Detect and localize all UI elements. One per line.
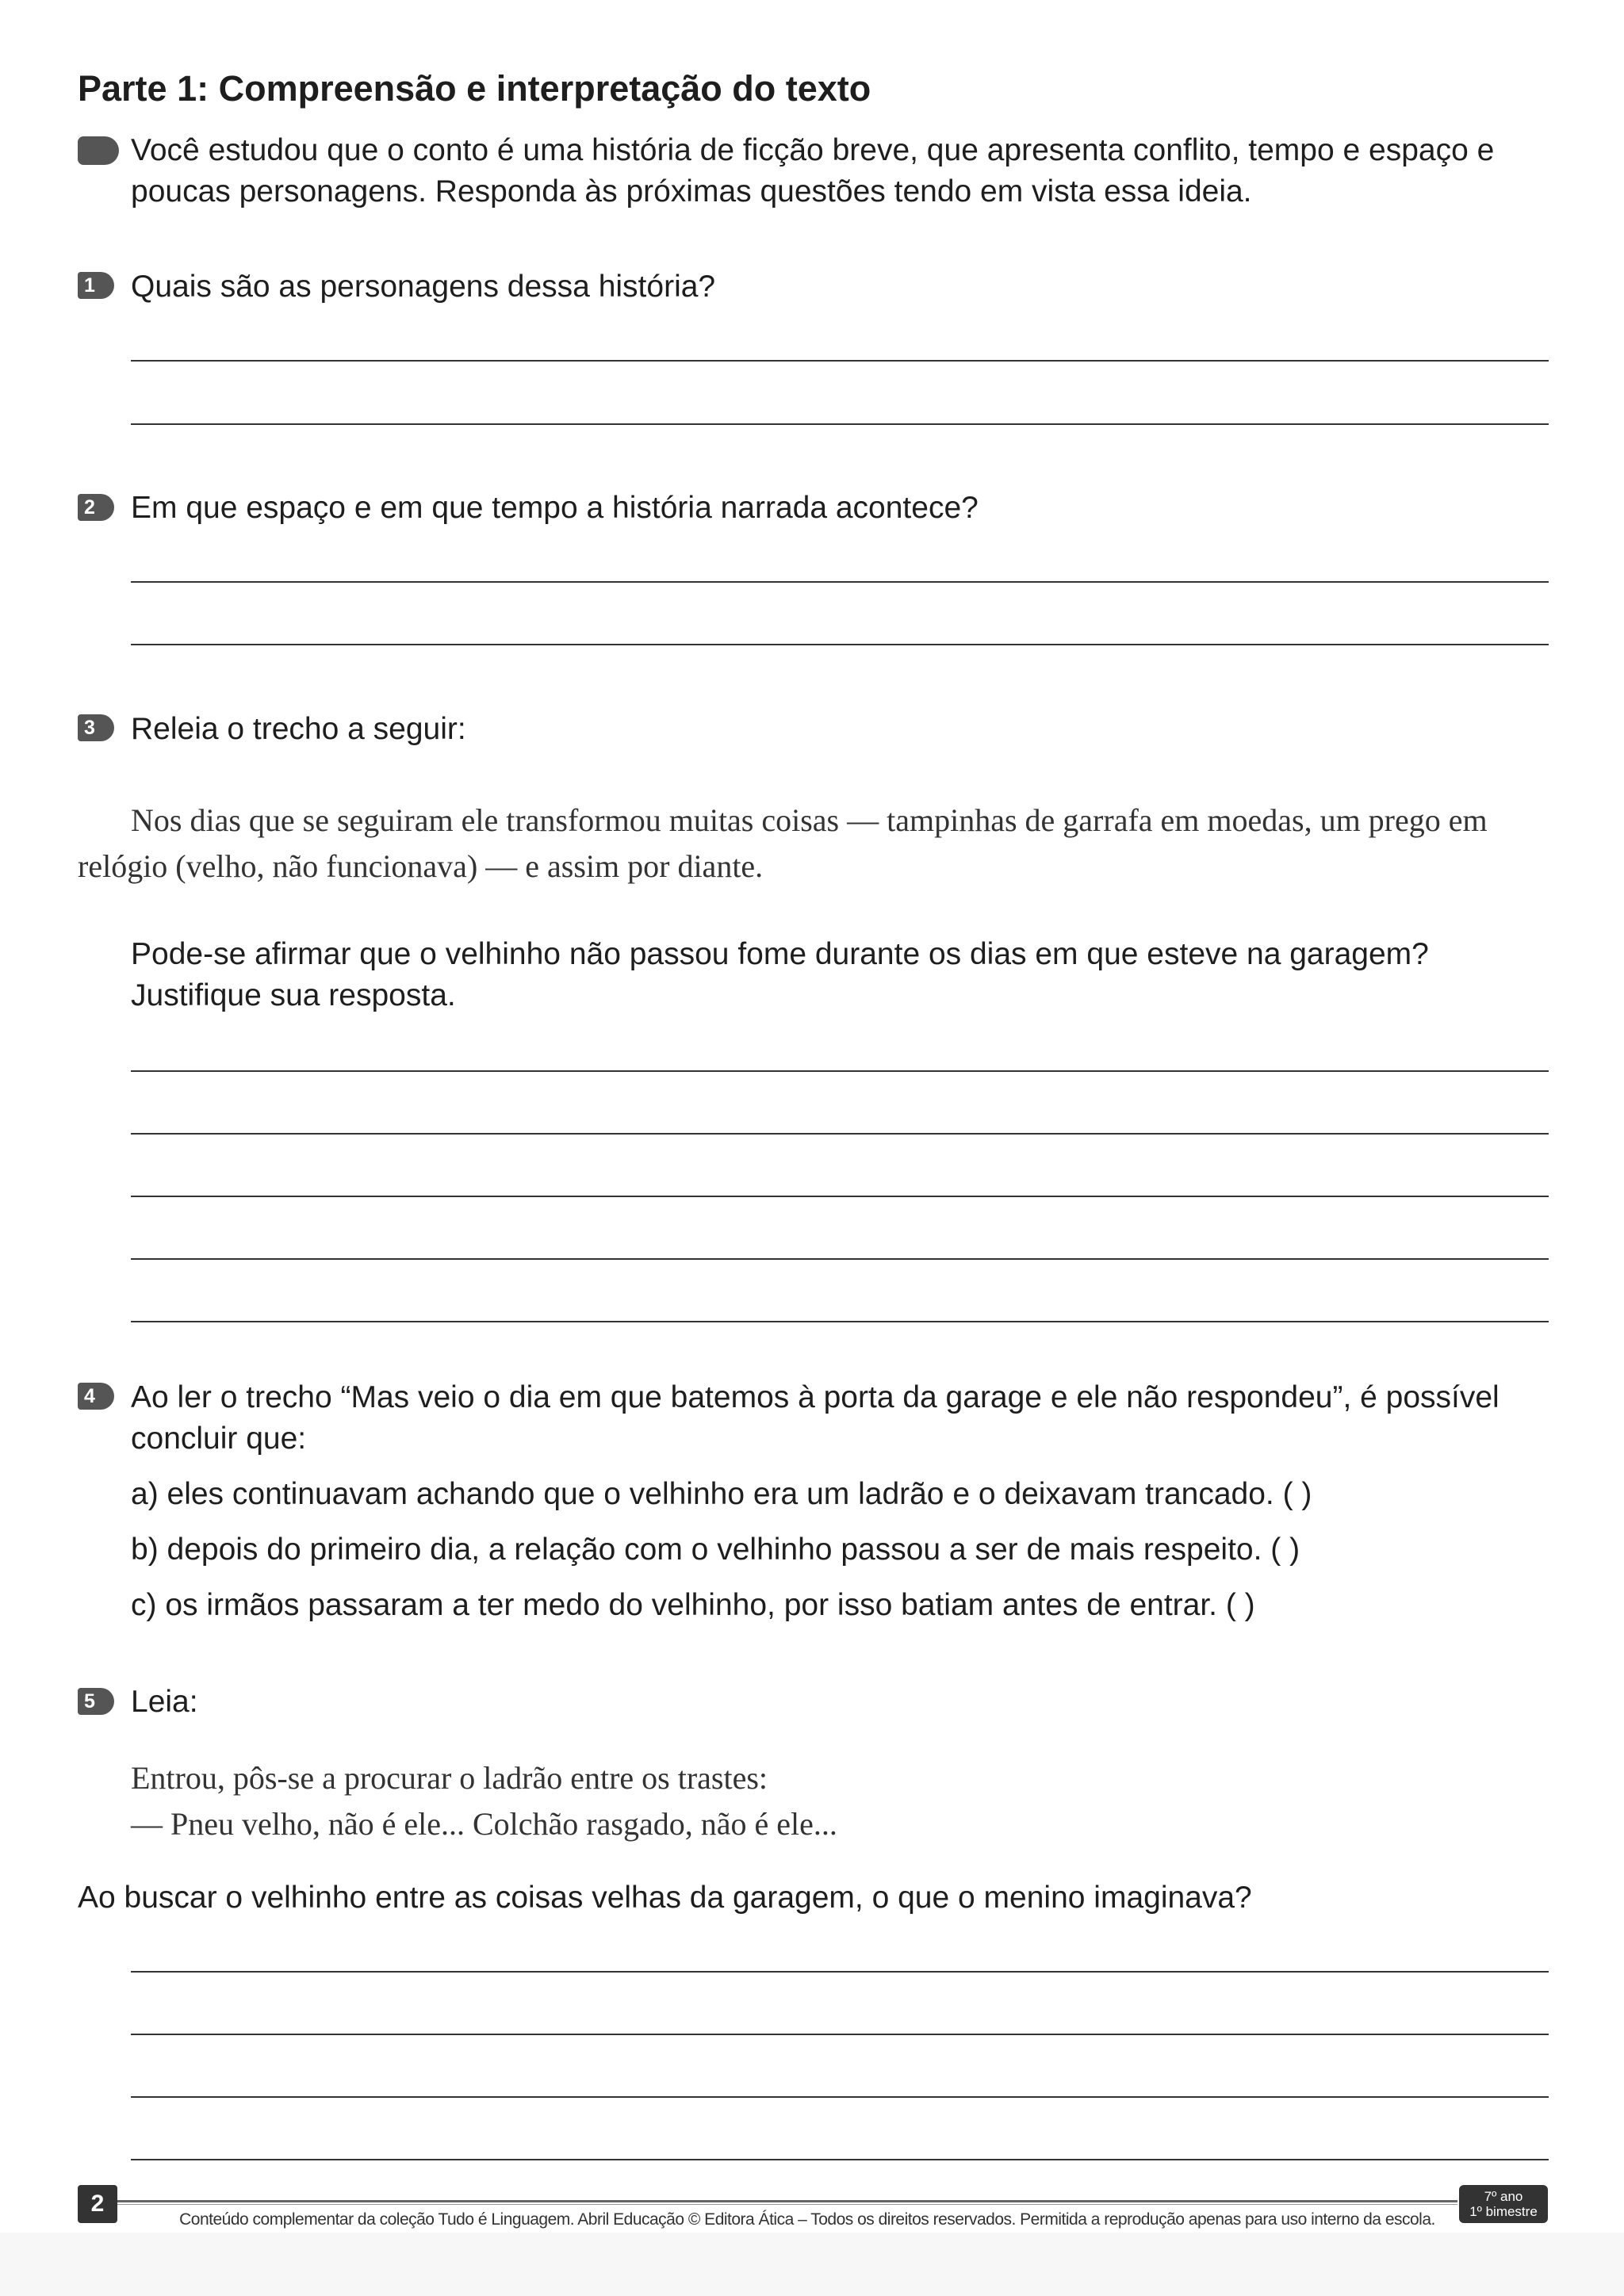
- footer-copyright: Conteúdo complementar da coleção Tudo é Linguagem. Abril Educação © Editora Ática – Todos os direitos reservados. Permitida a reprodução apenas para uso interno da escola.: [179, 2210, 1435, 2229]
- question-3-quote: Nos dias que se seguiram ele transformou muitas coisas — tampinhas de garrafa em moedas, um prego em relógio (velho, não funcionava) — e assim por diante.: [78, 802, 1488, 884]
- question-5-number: 5: [78, 1688, 114, 1715]
- answer-line-5b[interactable]: [131, 2034, 1549, 2035]
- footer-divider: [117, 2200, 1457, 2205]
- answer-line-5d[interactable]: [131, 2159, 1549, 2160]
- quote-line-1: Entrou, pôs-se a procurar o ladrão entre os trastes:: [131, 1760, 768, 1796]
- page-title: Parte 1: Compreensão e interpretação do texto: [78, 68, 871, 109]
- question-4-number: 4: [78, 1383, 114, 1410]
- quote-line-2: — Pneu velho, não é ele... Colchão rasgado, não é ele...: [131, 1806, 837, 1842]
- grade-label: 7º ano: [1484, 2189, 1523, 2204]
- question-1-number: 1: [78, 272, 114, 299]
- answer-line-5a[interactable]: [131, 1971, 1549, 1973]
- answer-line-3c[interactable]: [131, 1196, 1549, 1197]
- question-1-text: Quais são as personagens dessa história?: [131, 270, 716, 304]
- answer-line-3a[interactable]: [131, 1070, 1549, 1072]
- question-5-quote: [131, 1755, 1550, 1847]
- question-5-text: Leia:: [131, 1685, 198, 1719]
- question-4-text: Ao ler o trecho “Mas veio o dia em que batemos à porta da garage e ele não respondeu”, é possível concluir que:: [131, 1380, 1500, 1456]
- answer-line-3d[interactable]: [131, 1258, 1549, 1260]
- option-c[interactable]: c) os irmãos passaram a ter medo do velhinho, por isso batiam antes de entrar. ( ): [131, 1588, 1255, 1622]
- footer-background: [0, 2233, 1624, 2296]
- grade-badge: [1459, 2185, 1548, 2223]
- question-3-text: Releia o trecho a seguir:: [131, 712, 466, 746]
- intro-text: Você estudou que o conto é uma história de ficção breve, que apresenta conflito, tempo e espaço e poucas personagens. Responda às próximas questões tendo em vista essa ideia.: [131, 133, 1495, 209]
- answer-line-2a[interactable]: [131, 581, 1549, 583]
- answer-line-3b[interactable]: [131, 1133, 1549, 1135]
- answer-line-2b[interactable]: [131, 644, 1549, 645]
- question-3-number: 3: [78, 714, 114, 741]
- answer-line-3e[interactable]: [131, 1321, 1549, 1322]
- question-3-question: Pode-se afirmar que o velhinho não passou fome durante os dias em que esteve na garagem? Justifique sua resposta.: [131, 937, 1429, 1012]
- page-number: 2: [78, 2185, 117, 2223]
- answer-line-1a[interactable]: [131, 360, 1549, 362]
- intro-marker-icon: [78, 136, 119, 165]
- question-5-question: Ao buscar o velhinho entre as coisas velhas da garagem, o que o menino imaginava?: [78, 1881, 1252, 1915]
- question-2-number: 2: [78, 494, 114, 521]
- answer-line-5c[interactable]: [131, 2096, 1549, 2098]
- answer-line-1b[interactable]: [131, 423, 1549, 425]
- question-2-text: Em que espaço e em que tempo a história narrada acontece?: [131, 491, 979, 525]
- term-label: 1º bimestre: [1469, 2204, 1538, 2219]
- option-b[interactable]: b) depois do primeiro dia, a relação com o velhinho passou a ser de mais respeito. ( ): [131, 1533, 1300, 1567]
- option-a[interactable]: a) eles continuavam achando que o velhinho era um ladrão e o deixavam trancado. ( ): [131, 1477, 1312, 1511]
